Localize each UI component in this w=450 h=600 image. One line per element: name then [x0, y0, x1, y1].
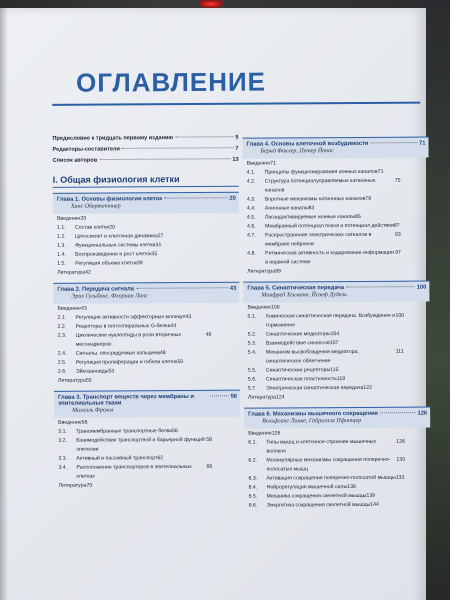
entry-page: 62	[157, 455, 164, 462]
chapters-right	[242, 137, 430, 511]
entry-number: 2.1.	[57, 314, 67, 321]
entry-page: 115	[330, 367, 339, 374]
toc-entry	[248, 393, 428, 403]
chapter-title: Глава 4. Основы клеточной возбудимости	[246, 140, 369, 148]
front-matter-row: Предисловие к тридцать первому изданию 5	[52, 134, 239, 142]
entry-label: Молекулярные механизмы сокращения поперечно-полосатых мышц	[266, 456, 391, 473]
toc-entry	[58, 331, 238, 350]
toc-entry	[58, 436, 238, 455]
entry-label: Состав клетки	[74, 224, 110, 231]
entry-page: 43	[185, 313, 192, 321]
chapter-block	[242, 137, 429, 277]
entry-label: Взаимодействие транспортной и барьерной функций эпителия	[76, 436, 205, 453]
entry-label: Введение	[246, 160, 271, 167]
entry-page: 111	[395, 348, 404, 355]
chapter-title: Глава 5. Синаптическая передача	[247, 285, 345, 292]
front-matter	[52, 133, 238, 167]
entry-label: Активация сокращения поперечно-полосатой мышцы	[266, 474, 396, 482]
entry-number: 1.3.	[57, 242, 66, 249]
toc-entry	[59, 481, 239, 491]
chapter-block	[54, 390, 241, 491]
chapter-title-row	[58, 394, 237, 407]
entry-page: 56	[81, 419, 88, 426]
entry-number: 5.4.	[247, 349, 257, 356]
entry-page: 93	[395, 231, 401, 238]
entry-label: Литература	[248, 394, 276, 401]
entry-number: 3.2.	[58, 437, 67, 444]
toc-entry	[57, 268, 237, 278]
entry-number: 5.2.	[247, 331, 257, 338]
entry-label: Воротные механизмы катионных каналов	[264, 195, 366, 203]
entry-label: Синаптические рецепторы	[265, 367, 331, 374]
entry-label: Введение	[248, 430, 272, 437]
entry-number: 5.3.	[247, 340, 257, 347]
entry-page: 136	[347, 483, 356, 491]
entry-number: 1.1.	[56, 224, 66, 231]
entry-label: Типы мышц и клеточное строение мышечных волокон	[266, 438, 377, 455]
entry-label: Регуляция объема клеток	[75, 260, 137, 267]
entry-label: Анионные каналы	[264, 205, 309, 212]
page-title: ОГЛАВЛЕНИЕ	[76, 66, 267, 98]
chapter-authors: Вольфганг Линке, Габриэлла Пфитцер	[262, 417, 362, 425]
entry-page: 75	[394, 177, 401, 184]
entry-page: 44	[170, 323, 177, 330]
toc-entry	[247, 231, 427, 250]
chapter-authors: Манфред Хекманн, Йозеф Дудель	[261, 292, 347, 299]
chapter-title: Глава 1. Основы физиологии клеток	[56, 196, 163, 203]
entry-label: Ритмическая активность и кодирование информации в нервной системе	[265, 249, 394, 266]
entry-page: 139	[366, 492, 376, 499]
entry-number: 3.1.	[58, 428, 67, 435]
chapter-page: 100	[416, 284, 427, 291]
chapter-page: 56	[230, 393, 238, 400]
entry-number: 1.5.	[57, 260, 66, 267]
entry-number: 4.1.	[246, 169, 256, 176]
toc-entry	[249, 501, 429, 511]
toc-entry	[58, 376, 238, 386]
entry-number: 5.6.	[247, 376, 257, 383]
chapter-page: 126	[417, 410, 428, 417]
entry-number: 4.5.	[246, 214, 256, 221]
entry-page: 119	[336, 376, 346, 383]
entry-number: 6.3.	[248, 475, 258, 482]
toc-entry	[248, 456, 428, 475]
chapter-entries	[243, 158, 430, 277]
entry-page: 46	[205, 331, 212, 338]
left-column	[52, 133, 240, 491]
entry-page: 20	[80, 215, 87, 222]
front-matter-row: Редакторы-составители 7	[52, 145, 239, 153]
entry-page: 71	[270, 160, 276, 167]
toc-entry	[58, 463, 238, 482]
chapter-title: Глава 6. Механизмы мышечного сокращения	[248, 410, 378, 418]
entry-number: 5.1.	[247, 313, 257, 320]
entry-number: 4.4.	[246, 205, 256, 212]
entry-number: 6.5.	[248, 493, 258, 500]
chapter-block	[53, 282, 240, 386]
entry-page: 31	[155, 242, 162, 249]
entry-page: 144	[370, 501, 379, 508]
toc-entry	[248, 438, 428, 457]
entry-number: 4.8.	[247, 250, 256, 257]
entry-label: Цитоскелет и клеточная динамика	[75, 233, 158, 240]
entry-page: 87	[393, 222, 400, 229]
entry-label: Нейрорегуляция мышечной силы	[266, 484, 348, 491]
entry-label: Введение	[57, 305, 82, 312]
entry-label: Распространение электрических сигналов в мембране нейронов	[265, 231, 372, 248]
entry-label: Химическая синаптическая передача. Возбуждение и торможение	[265, 312, 396, 329]
chapter-authors: Михаэль Фромм	[72, 407, 114, 414]
entry-label: Воспроизведение и рост клеток	[75, 251, 152, 258]
entry-page: 83	[308, 205, 315, 212]
chapter-header	[243, 281, 429, 303]
page-fold-shadow	[0, 8, 8, 600]
chapter-header	[242, 137, 428, 159]
entry-number: 1.4.	[57, 251, 66, 258]
entry-number: 5.5.	[247, 367, 257, 374]
chapter-header	[54, 390, 240, 418]
chapter-block	[244, 407, 431, 511]
entry-label: Введение	[247, 304, 271, 311]
entry-label: Литература	[57, 269, 86, 276]
entry-page: 53	[108, 368, 115, 375]
entry-page: 27	[157, 233, 164, 240]
entry-number: 4.3.	[246, 196, 256, 203]
right-column	[242, 132, 430, 511]
entry-page: 50	[177, 359, 184, 366]
toc-entry	[248, 348, 428, 367]
entry-number: 2.2.	[57, 323, 67, 330]
entry-label: Активный и пассивный транспорт	[76, 455, 158, 462]
chapter-entries	[54, 417, 240, 491]
entry-label: Регуляция активности эффекторных молекул	[75, 314, 186, 321]
entry-label: Механизм высвобождения медиатора, синаптическое облегчение	[265, 348, 359, 365]
entry-number: 6.2.	[248, 457, 258, 464]
entry-label: Введение	[56, 215, 81, 222]
entry-number: 2.3.	[57, 332, 67, 339]
entry-number: 6.4.	[248, 484, 258, 491]
entry-label: Сигналы, опосредуемые кальцием	[75, 350, 160, 357]
entry-label: Взаимодействие синапсов	[265, 340, 330, 347]
part-rule	[53, 186, 239, 188]
entry-page: 85	[355, 213, 361, 220]
entry-page: 126	[271, 430, 281, 437]
chapter-entries	[243, 302, 430, 403]
chapter-entries	[53, 303, 239, 386]
chapter-authors: Эрих Гульбинс, Флориан Ланг	[71, 293, 148, 300]
entry-label: Функциональные системы клетки	[75, 242, 156, 249]
entry-page: 48	[159, 350, 166, 357]
entry-page: 124	[275, 394, 285, 401]
entry-page: 104	[330, 331, 340, 338]
entry-number: 3.3.	[58, 455, 68, 462]
entry-page: 43	[80, 305, 87, 312]
front-matter-row: Список авторов 13	[52, 156, 239, 164]
entry-page: 122	[363, 384, 373, 391]
entry-page: 55	[85, 377, 92, 384]
chapter-title: Глава 3. Транспорт веществ через мембраны и эпителиальные ткани	[58, 393, 194, 407]
entry-number: 1.2.	[57, 233, 66, 240]
entry-label: Электрическая синаптическая передача	[265, 384, 364, 392]
entry-number: 4.6.	[246, 223, 256, 230]
entry-label: Синаптические медиаторы	[265, 331, 331, 338]
toc-entry	[248, 312, 428, 331]
entry-label: Литература	[247, 268, 276, 275]
entry-label: Введение	[58, 419, 82, 426]
entry-page: 58	[206, 436, 213, 443]
entry-page: 35	[151, 251, 158, 258]
part-heading: I. Общая физиология клетки	[52, 174, 180, 185]
entry-page: 133	[395, 474, 405, 481]
entry-label: Мембранный потенциал покоя и потенциал действия	[264, 222, 394, 230]
entry-page: 56	[171, 428, 178, 435]
chapter-header	[244, 407, 430, 429]
entry-page: 42	[85, 269, 91, 276]
entry-page: 71	[377, 168, 384, 175]
chapter-entries	[53, 213, 239, 278]
entry-number: 4.2.	[246, 178, 256, 185]
chapter-authors: Бернд Факлер, Петер Йонас	[260, 148, 334, 155]
entry-label: Рецепторы в гептоспиральных G-белки	[75, 323, 171, 330]
entry-number: 4.7.	[247, 232, 256, 239]
entry-label: Энергетика сокращения скелетной мышцы	[266, 501, 371, 509]
entry-label: Механика сокращения скелетной мышцы	[266, 492, 367, 500]
entry-number: 5.7.	[247, 385, 257, 392]
entry-page: 99	[275, 268, 281, 275]
entry-number: 2.6.	[57, 368, 67, 375]
entry-label: Циклические нуклеотиды в роли вторичных мессенджеров	[75, 332, 182, 348]
entry-label: Синаптическая пластичность	[265, 376, 337, 383]
chapter-authors: Ханс Обервиттнер	[70, 203, 121, 210]
toc-entry	[247, 267, 427, 277]
entry-number: 6.6.	[248, 502, 258, 509]
entry-page: 130	[396, 456, 406, 463]
entry-label: Расположение транспортеров в эпителиальных клетках	[76, 463, 192, 480]
entry-page: 100	[395, 312, 405, 319]
chapter-page: 20	[229, 195, 236, 202]
toc-entry	[247, 177, 427, 196]
entry-page: 70	[86, 482, 93, 489]
entry-label: Литература	[57, 377, 86, 384]
entry-page: 39	[136, 260, 143, 267]
entry-page: 97	[395, 249, 401, 256]
chapter-page: 43	[229, 285, 237, 292]
entry-label: Трансмембранные транспортные белки	[76, 428, 173, 435]
entry-label: Эйкозаноиды	[75, 368, 109, 375]
chapter-entries	[244, 428, 430, 511]
entry-page: 100	[270, 304, 280, 311]
entry-number: 3.4.	[58, 464, 68, 471]
entry-number: 2.4.	[57, 350, 67, 357]
entry-page: 66	[206, 463, 213, 470]
entry-page: 79	[365, 195, 372, 202]
chapter-block	[53, 192, 240, 278]
chapter-block	[243, 281, 430, 403]
chapter-page: 71	[419, 140, 426, 147]
entry-page: 107	[329, 340, 339, 347]
entry-label: Принципы функционирования ионных каналов	[264, 168, 378, 176]
entry-label: Литература	[58, 482, 87, 489]
entry-label: Структура потенциалуправляемых катионных каналов	[264, 177, 376, 194]
red-light-glow	[198, 0, 224, 8]
entry-number: 6.1.	[248, 439, 257, 446]
entry-page: 20	[109, 224, 116, 231]
chapter-header	[53, 282, 239, 304]
entry-label: Лигандактивируемые ионные каналы	[264, 213, 356, 221]
chapter-header	[53, 192, 239, 214]
entry-page: 126	[396, 438, 405, 445]
chapter-title: Глава 2. Передача сигнала	[57, 286, 135, 293]
toc-entry	[247, 249, 427, 268]
entry-number: 2.5.	[57, 359, 67, 366]
chapters-left	[53, 192, 241, 491]
entry-label: Регуляция пролиферации и гибели клеток	[75, 359, 178, 366]
